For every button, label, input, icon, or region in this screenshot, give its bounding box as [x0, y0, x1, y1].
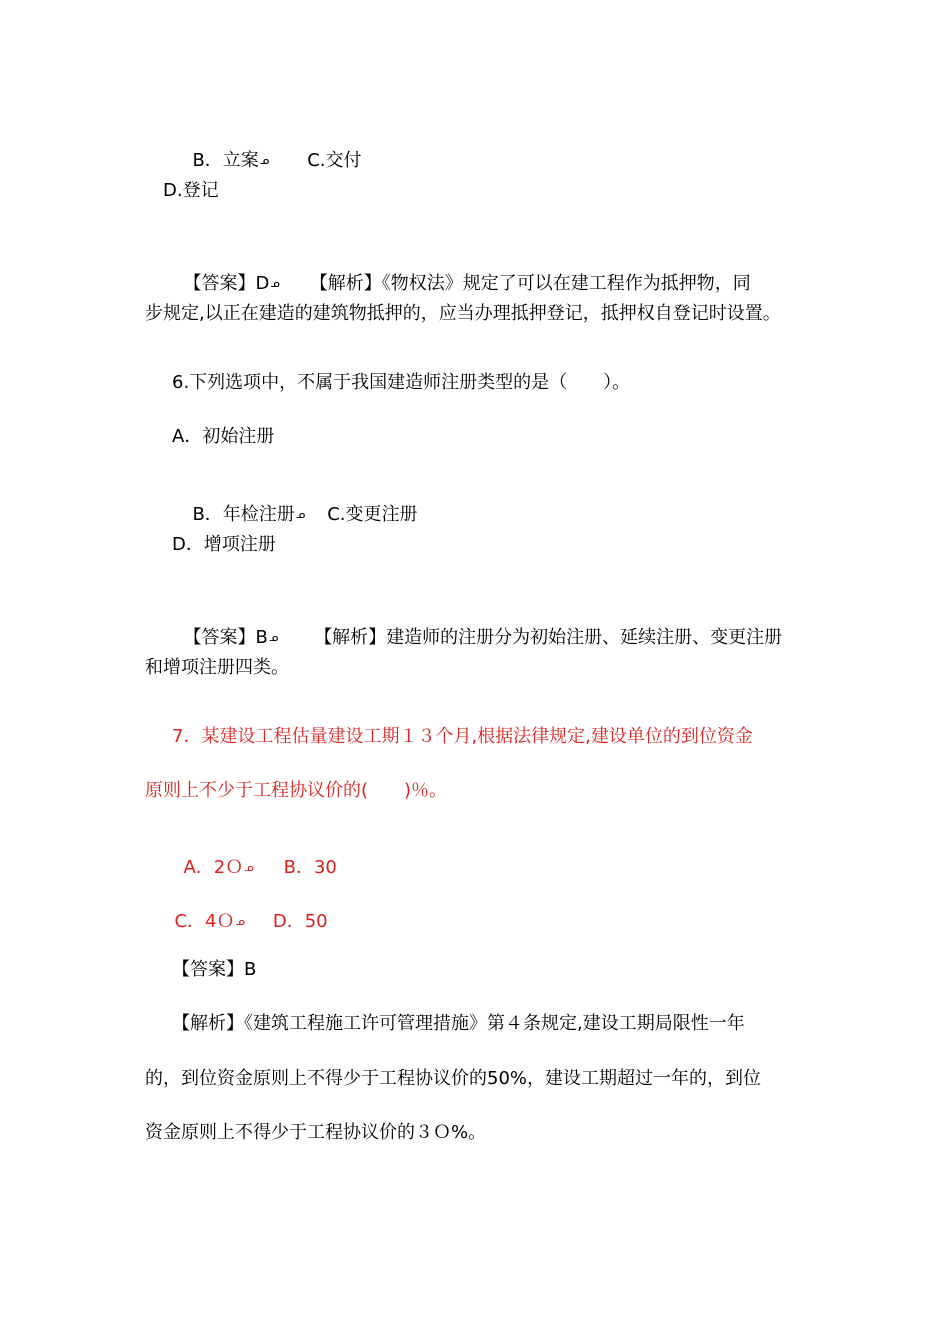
mark-icon: ᓄ [244, 861, 254, 874]
q6-analysis-1: 【解析】建造师的注册分为初始注册、延续注册、变更注册 [314, 627, 783, 648]
q7-options-cd [163, 886, 328, 934]
q6-options-bc [181, 479, 417, 527]
q7-option-a: A．2Ｏ [183, 857, 244, 878]
mark-icon: ᓄ [270, 277, 280, 290]
q6-option-b: B．年检注册 [192, 504, 295, 525]
q6-option-c: C.变更注册 [327, 504, 418, 525]
mark-icon: ᓄ [259, 154, 270, 167]
q5-options-bc [181, 125, 361, 173]
q7-option-c: C．4Ｏ [174, 911, 235, 932]
q5-option-c: C.交付 [307, 150, 362, 171]
mark-icon: ᓄ [268, 631, 279, 644]
q7-option-d: D．50 [272, 911, 328, 932]
q6-analysis-2: 和增项注册四类。 [145, 657, 289, 678]
q5-answer-line [172, 248, 751, 296]
q7-stem-2: 原则上不少于工程协议价的( )％。 [145, 780, 448, 801]
q5-answer: 【答案】D [183, 273, 270, 294]
q6-option-d: D．增项注册 [172, 534, 276, 555]
q6-answer-line [172, 602, 782, 650]
q7-option-b: B．30 [283, 857, 337, 878]
q5-analysis-2: 步规定,以正在建造的建筑物抵押的，应当办理抵押登记，抵押权自登记时设置。 [145, 303, 781, 324]
q6-option-a: A．初始注册 [172, 426, 275, 447]
q7-options-ab [172, 832, 337, 880]
q7-analysis-2: 的，到位资金原则上不得少于工程协议价的50%，建设工期超过一年的，到位 [145, 1068, 762, 1089]
q7-stem-1: 7．某建设工程估量建设工期１３个月,根据法律规定,建设单位的到位资金 [172, 726, 753, 747]
mark-icon: ᓄ [295, 508, 306, 521]
q7-analysis-3: 资金原则上不得少于工程协议价的３Ｏ%。 [145, 1122, 487, 1143]
q5-option-b: B．立案 [192, 150, 259, 171]
q6-stem: 6.下列选项中，不属于我国建造师注册类型的是（ ）。 [172, 372, 631, 393]
q7-analysis-1: 【解析】《建筑工程施工许可管理措施》第４条规定,建设工期局限性一年 [172, 1013, 745, 1034]
q6-answer: 【答案】B [183, 627, 268, 648]
mark-icon: ᓄ [235, 915, 245, 928]
q7-answer: 【答案】B [172, 959, 257, 980]
q5-analysis-1: 【解析】《物权法》规定了可以在建工程作为抵押物，同 [309, 273, 751, 294]
q5-option-d: D.登记 [163, 180, 219, 201]
